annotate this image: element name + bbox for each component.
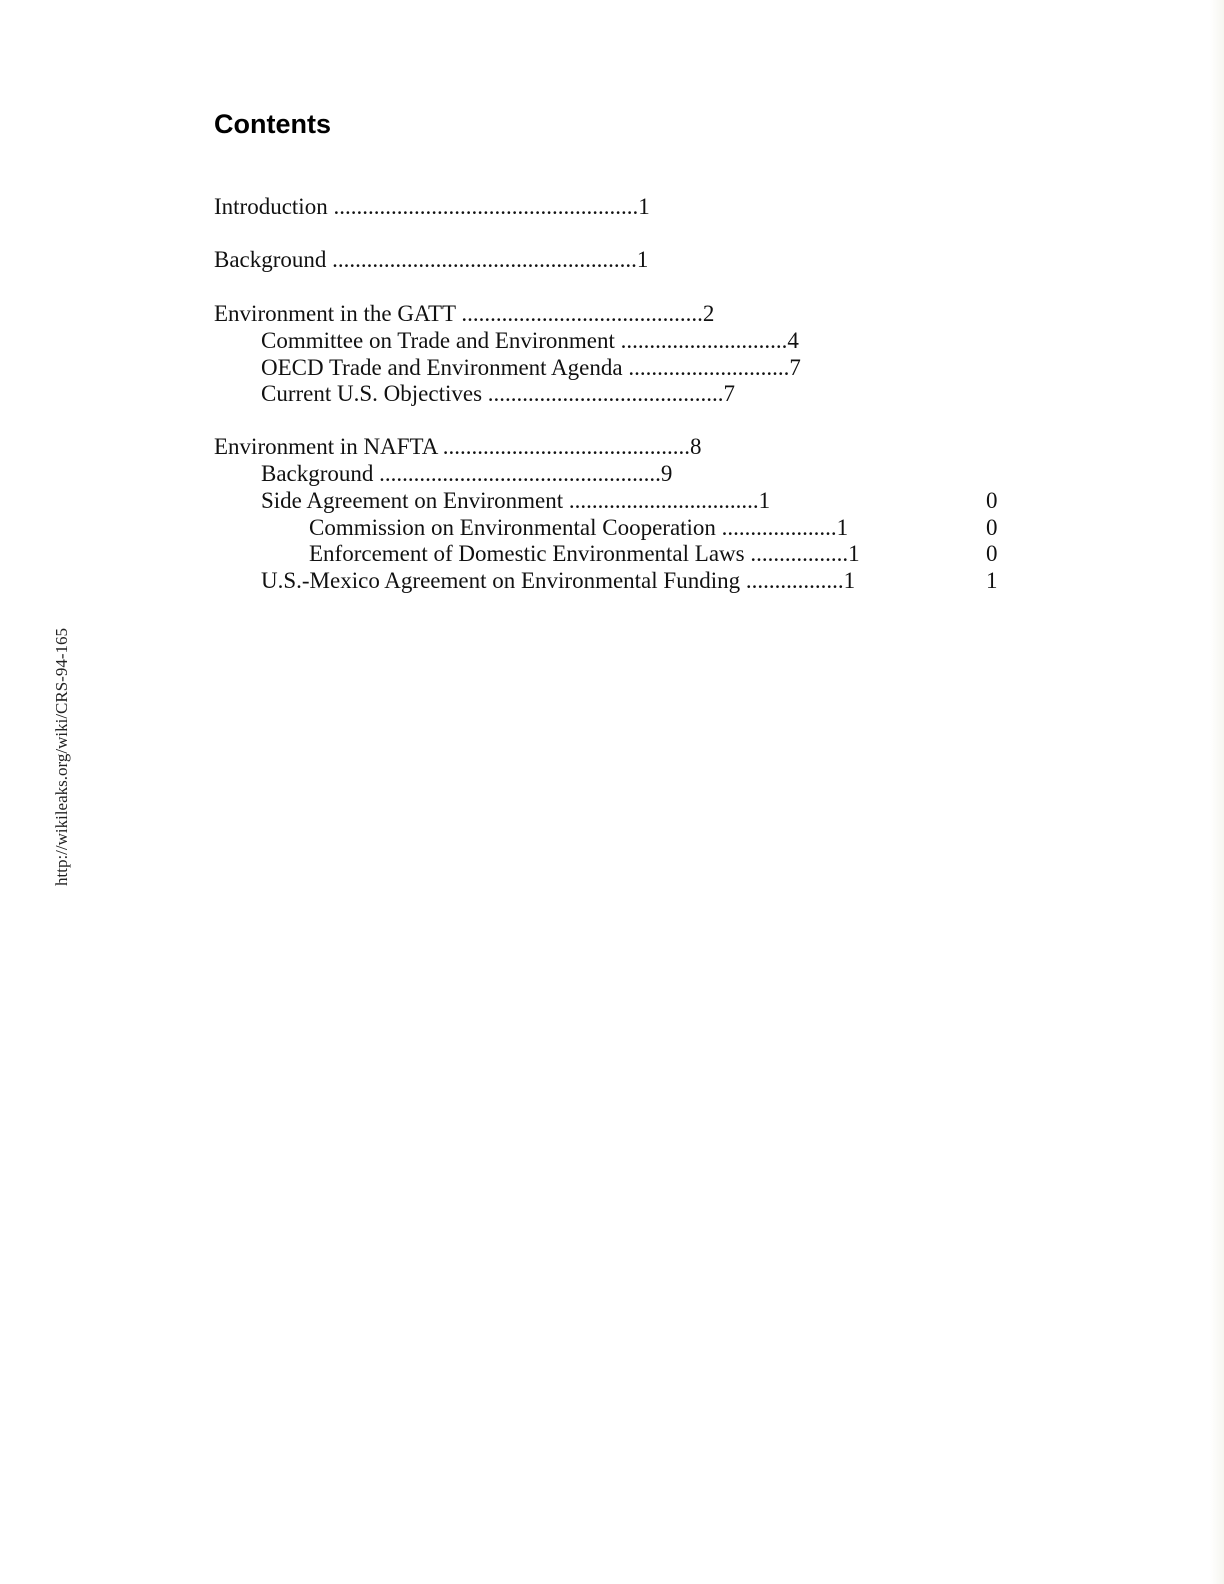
toc-entry-background[interactable]: Background .....................................................1 <box>214 247 649 272</box>
toc-entry-introduction[interactable]: Introduction .....................................................1 <box>214 194 650 219</box>
toc-entry-current-us-objectives[interactable]: Current U.S. Objectives .........................................7 <box>261 381 736 406</box>
toc-entry-commission-cooperation[interactable]: Commission on Environmental Cooperation ....................1 <box>309 515 849 540</box>
toc-page-tail: 0 <box>986 515 998 540</box>
side-url: http://wikileaks.org/wiki/CRS-94-165 <box>52 628 71 886</box>
page-edge <box>1210 0 1224 1584</box>
toc-entry-oecd-agenda[interactable]: OECD Trade and Environment Agenda ............................7 <box>261 355 801 380</box>
toc-page-tail: 0 <box>986 488 998 513</box>
toc-entry-side-agreement[interactable]: Side Agreement on Environment .................................1 <box>261 488 771 513</box>
toc-entry-environment-in-gatt[interactable]: Environment in the GATT ..........................................2 <box>214 301 715 326</box>
toc-page-tail: 1 <box>986 568 998 593</box>
toc-entry-us-mexico-funding[interactable]: U.S.-Mexico Agreement on Environmental Funding .................1 <box>261 568 856 593</box>
toc-entry-enforcement-laws[interactable]: Enforcement of Domestic Environmental Laws .................1 <box>309 541 860 566</box>
toc-entry-nafta-background[interactable]: Background .................................................9 <box>261 461 673 486</box>
page-title: Contents <box>214 109 331 139</box>
toc-page-tail: 0 <box>986 541 998 566</box>
toc-entry-committee-trade-environment[interactable]: Committee on Trade and Environment .............................4 <box>261 328 799 353</box>
toc-entry-environment-in-nafta[interactable]: Environment in NAFTA ...........................................8 <box>214 434 702 459</box>
